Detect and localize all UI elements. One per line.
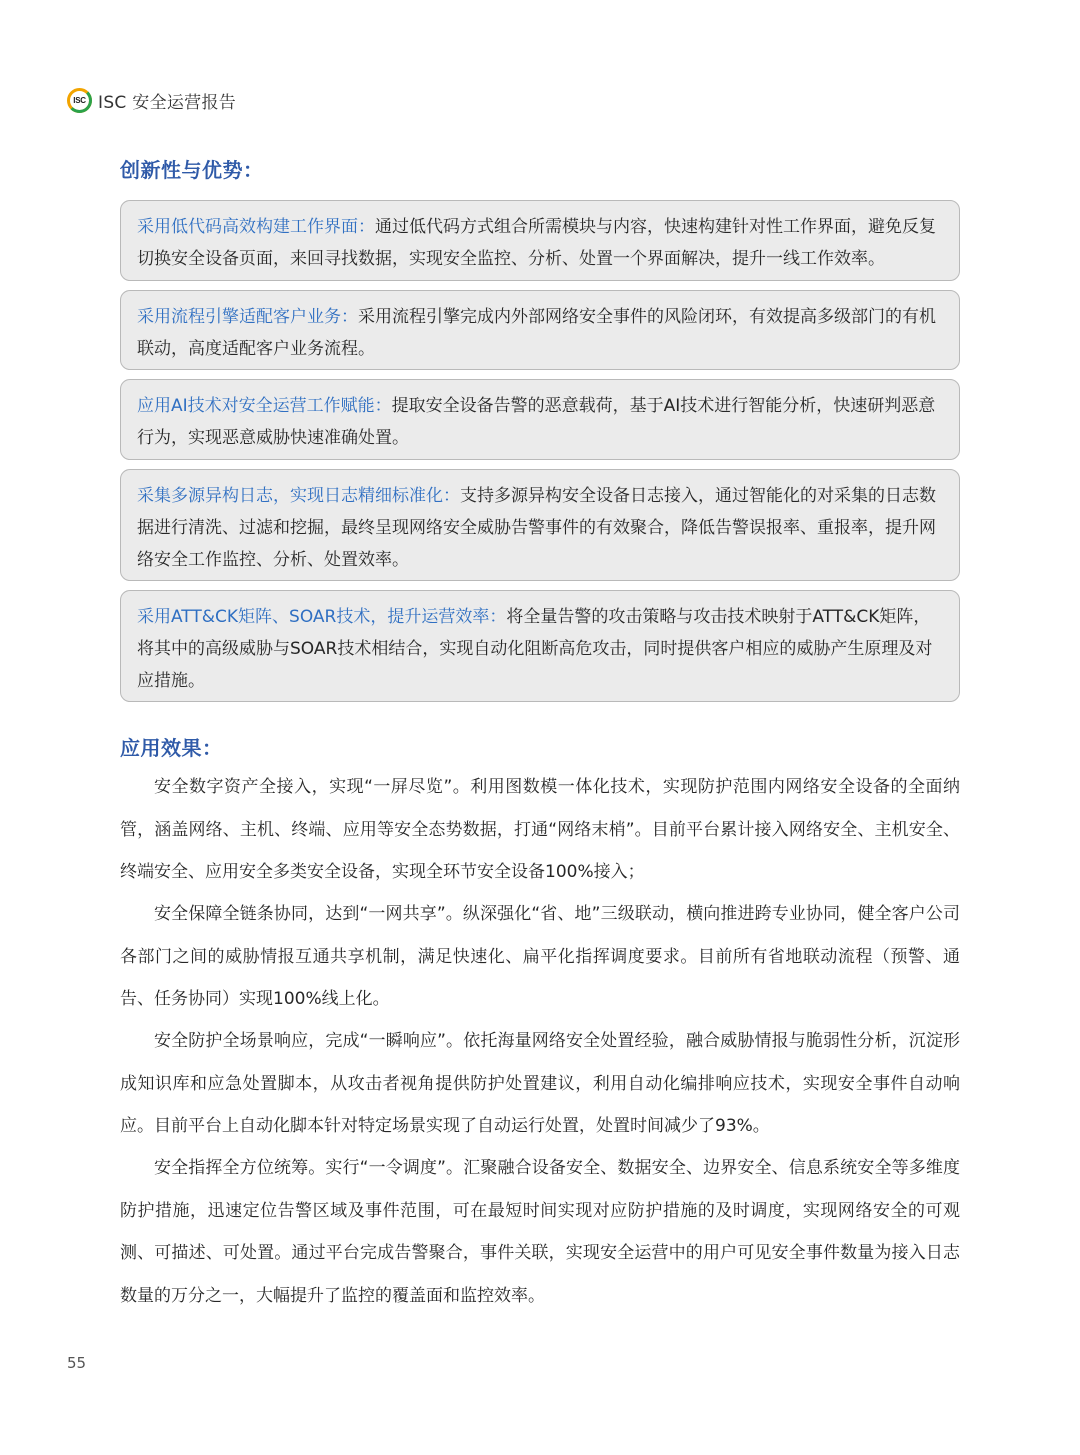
section-title-effects: 应用效果： (120, 736, 223, 760)
page-header (67, 86, 236, 114)
logo-text: ISC (73, 95, 86, 105)
advantage-box (120, 200, 960, 281)
effect-paragraph: 安全指挥全方位统筹。实行“一令调度”。汇聚融合设备安全、数据安全、边界安全、信息系统安全等多维度防护措施，迅速定位告警区域及事件范围，可在最短时间实现对应防护措施的及时调度，实现网络安全的可观测、可描述、可处置。通过平台完成告警聚合，事件关联，实现安全运营中的用户可见安全事件数量为接入日志数量的万分之一，大幅提升了监控的覆盖面和监控效率。 (120, 1158, 960, 1306)
isc-logo (67, 88, 92, 113)
advantage-text: 通过低代码方式组合所需模块与内容，快速构建针对性工作界面，避免反复切换安全设备页面，来回寻找数据，实现安全监控、分析、处置一个界面解决，提升一线工作效率。 (137, 217, 936, 269)
advantage-label: 采用ATT&CK矩阵、SOAR技术，提升运营效率： (137, 607, 507, 627)
advantage-box (120, 379, 960, 460)
effect-paragraph: 安全数字资产全接入，实现“一屏尽览”。利用图数模一体化技术，实现防护范围内网络安全设备的全面纳管，涵盖网络、主机、终端、应用等安全态势数据，打通“网络末梢”。目前平台累计接入网络安全、主机安全、终端安全、应用安全多类安全设备，实现全环节安全设备100%接入； (120, 777, 960, 882)
advantage-box (120, 590, 960, 702)
advantage-label: 采用流程引擎适配客户业务： (137, 307, 358, 327)
advantage-box (120, 469, 960, 581)
advantage-text: 采用流程引擎完成内外部网络安全事件的风险闭环，有效提高多级部门的有机联动，高度适配客户业务流程。 (137, 307, 936, 359)
effect-paragraph: 安全保障全链条协同，达到“一网共享”。纵深强化“省、地”三级联动，横向推进跨专业协同，健全客户公司各部门之间的威胁情报互通共享机制，满足快速化、扁平化指挥调度要求。目前所有省地联动流程（预警、通告、任务协同）实现100%线上化。 (120, 904, 960, 1009)
advantage-text: 提取安全设备告警的恶意载荷，基于AI技术进行智能分析，快速研判恶意行为，实现恶意威胁快速准确处置。 (137, 396, 936, 448)
advantage-text: 支持多源异构安全设备日志接入，通过智能化的对采集的日志数据进行清洗、过滤和挖掘，最终呈现网络安全威胁告警事件的有效聚合，降低告警误报率、重报率，提升网络安全工作监控、分析、处置效率。 (137, 486, 936, 570)
report-title: ISC 安全运营报告 (98, 92, 237, 113)
advantage-text: 将全量告警的攻击策略与攻击技术映射于ATT&CK矩阵，将其中的高级威胁与SOAR技术相结合，实现自动化阻断高危攻击，同时提供客户相应的威胁产生原理及对应措施。 (137, 607, 933, 691)
page-number: 55 (67, 1354, 87, 1372)
effect-paragraph: 安全防护全场景响应，完成“一瞬响应”。依托海量网络安全处置经验，融合威胁情报与脆弱性分析，沉淀形成知识库和应急处置脚本，从攻击者视角提供防护处置建议，利用自动化编排响应技术，实现安全事件自动响应。目前平台上自动化脚本针对特定场景实现了自动运行处置，处置时间减少了93%。 (120, 1031, 960, 1136)
advantage-label: 应用AI技术对安全运营工作赋能： (137, 396, 392, 416)
advantage-label: 采集多源异构日志，实现日志精细标准化： (137, 486, 460, 506)
advantage-label: 采用低代码高效构建工作界面： (137, 217, 375, 237)
advantage-box (120, 290, 960, 370)
section-title-advantages: 创新性与优势： (120, 158, 264, 182)
